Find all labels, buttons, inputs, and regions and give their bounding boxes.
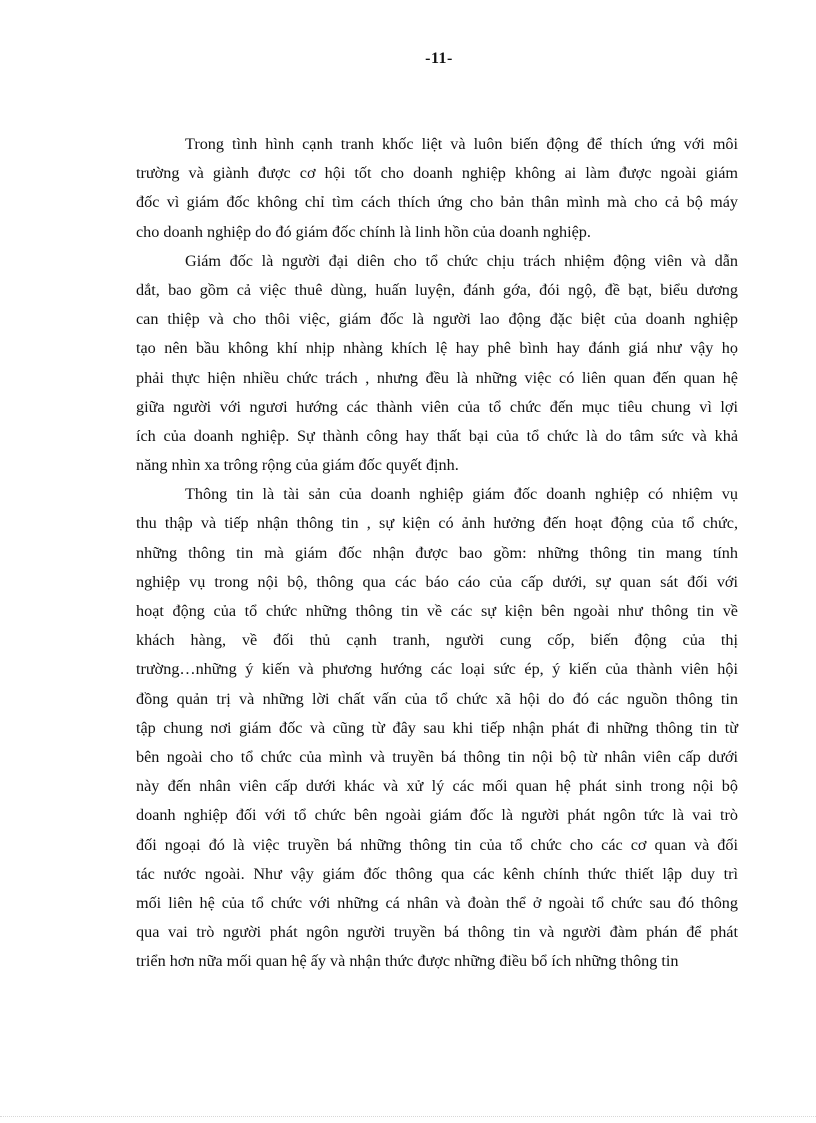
text-line: mối liên hệ của tổ chức với những cá nhân và đoàn thể ở ngoài tổ chức sau đó thông: [136, 893, 738, 912]
text-line: cho doanh nghiệp do đó giám đốc chính là linh hồn của doanh nghiệp.: [136, 222, 591, 241]
text-line: Trong tình hình cạnh tranh khốc liệt và luôn biến động để thích ứng với môi: [185, 135, 738, 153]
text-line: đối ngoại đó là việc truyền bá những thông tin của tổ chức cho các cơ quan và đối: [136, 835, 738, 854]
text-line: phải thực hiện nhiều chức trách , nhưng đều là những việc có liên quan đến quan hệ: [136, 368, 738, 387]
text-line: ích của doanh nghiệp. Sự thành công hay thất bại của tổ chức là do tâm sức và khả: [136, 426, 738, 445]
text-line: đồng quản trị và những lời chất vấn của tổ chức xã hội do đó các nguồn thông tin: [136, 689, 738, 708]
text-line: qua vai trò người phát ngôn người truyền bá thông tin và người đàm phán để phát: [136, 923, 738, 942]
text-line: doanh nghiệp đối với tổ chức bên ngoài giám đốc là người phát ngôn tức là vai trò: [136, 806, 738, 825]
text-line: tạo nên bầu không khí nhịp nhàng khích lệ hay phê bình hay đánh giá như vậy họ: [136, 339, 738, 358]
text-line: trường…những ý kiến và phương hướng các loại sức ép, ý kiến của thành viên hội: [136, 660, 738, 679]
text-line: tác nước ngoài. Như vậy giám đốc thông qua các kênh chính thức thiết lập duy trì: [136, 864, 738, 883]
text-line: trường và giành được cơ hội tốt cho doanh nghiệp không ai làm được ngoài giám: [136, 164, 738, 183]
text-line: triển hơn nữa mối quan hệ ấy và nhận thức được những điều bổ ích những thông tin: [136, 952, 679, 971]
text-line: nghiệp vụ trong nội bộ, thông qua các báo cáo của cấp dưới, sự quan sát đối với: [136, 572, 738, 591]
text-line: bên ngoài cho tổ chức của mình và truyền bá thông tin nội bộ từ nhân viên cấp dưới: [136, 747, 738, 766]
text-line: tập chung nơi giám đốc và cũng từ đây sau khi tiếp nhận phát đi những thông tin từ: [136, 718, 738, 737]
page-number: -11-: [425, 50, 453, 67]
text-line: khách hàng, về đối thủ cạnh tranh, người cung cốp, biến động của thị: [136, 631, 738, 650]
text-line: Thông tin là tài sản của doanh nghiệp giám đốc doanh nghiệp có nhiệm vụ: [185, 485, 738, 504]
text-line: những thông tin mà giám đốc nhận được bao gồm: những thông tin mang tính: [136, 543, 738, 562]
page-bottom-divider: [0, 1116, 816, 1117]
text-line: giữa người với ngươi hướng các thành viên của tổ chức đến mục tiêu chung vì lợi: [136, 397, 738, 416]
text-line: đốc vì giám đốc không chỉ tìm cách thích ứng cho bản thân mình mà cho cả bộ máy: [136, 193, 738, 212]
text-line: hoạt động của tổ chức những thông tin về các sự kiện bên ngoài như thông tin về: [136, 602, 738, 620]
text-line: Giám đốc là người đại diên cho tổ chức chịu trách nhiệm động viên và dẫn: [185, 251, 738, 270]
document-body: [136, 130, 738, 976]
text-line: can thiệp và cho thôi việc, giám đốc là người lao động đặc biệt của doanh nghiệp: [136, 310, 738, 329]
text-line: dắt, bao gồm cả việc thuê dùng, huấn luyện, đánh gớa, đói ngộ, đề bạt, biểu dương: [136, 280, 738, 299]
text-line: năng nhìn xa trông rộng của giám đốc quyết định.: [136, 456, 459, 475]
text-line: thu thập và tiếp nhận thông tin , sự kiện có ảnh hưởng đến hoạt động của tổ chức,: [136, 514, 738, 533]
text-line: này đến nhân viên cấp dưới khác và xử lý các mối quan hệ phát sinh trong nội bộ: [136, 777, 738, 796]
